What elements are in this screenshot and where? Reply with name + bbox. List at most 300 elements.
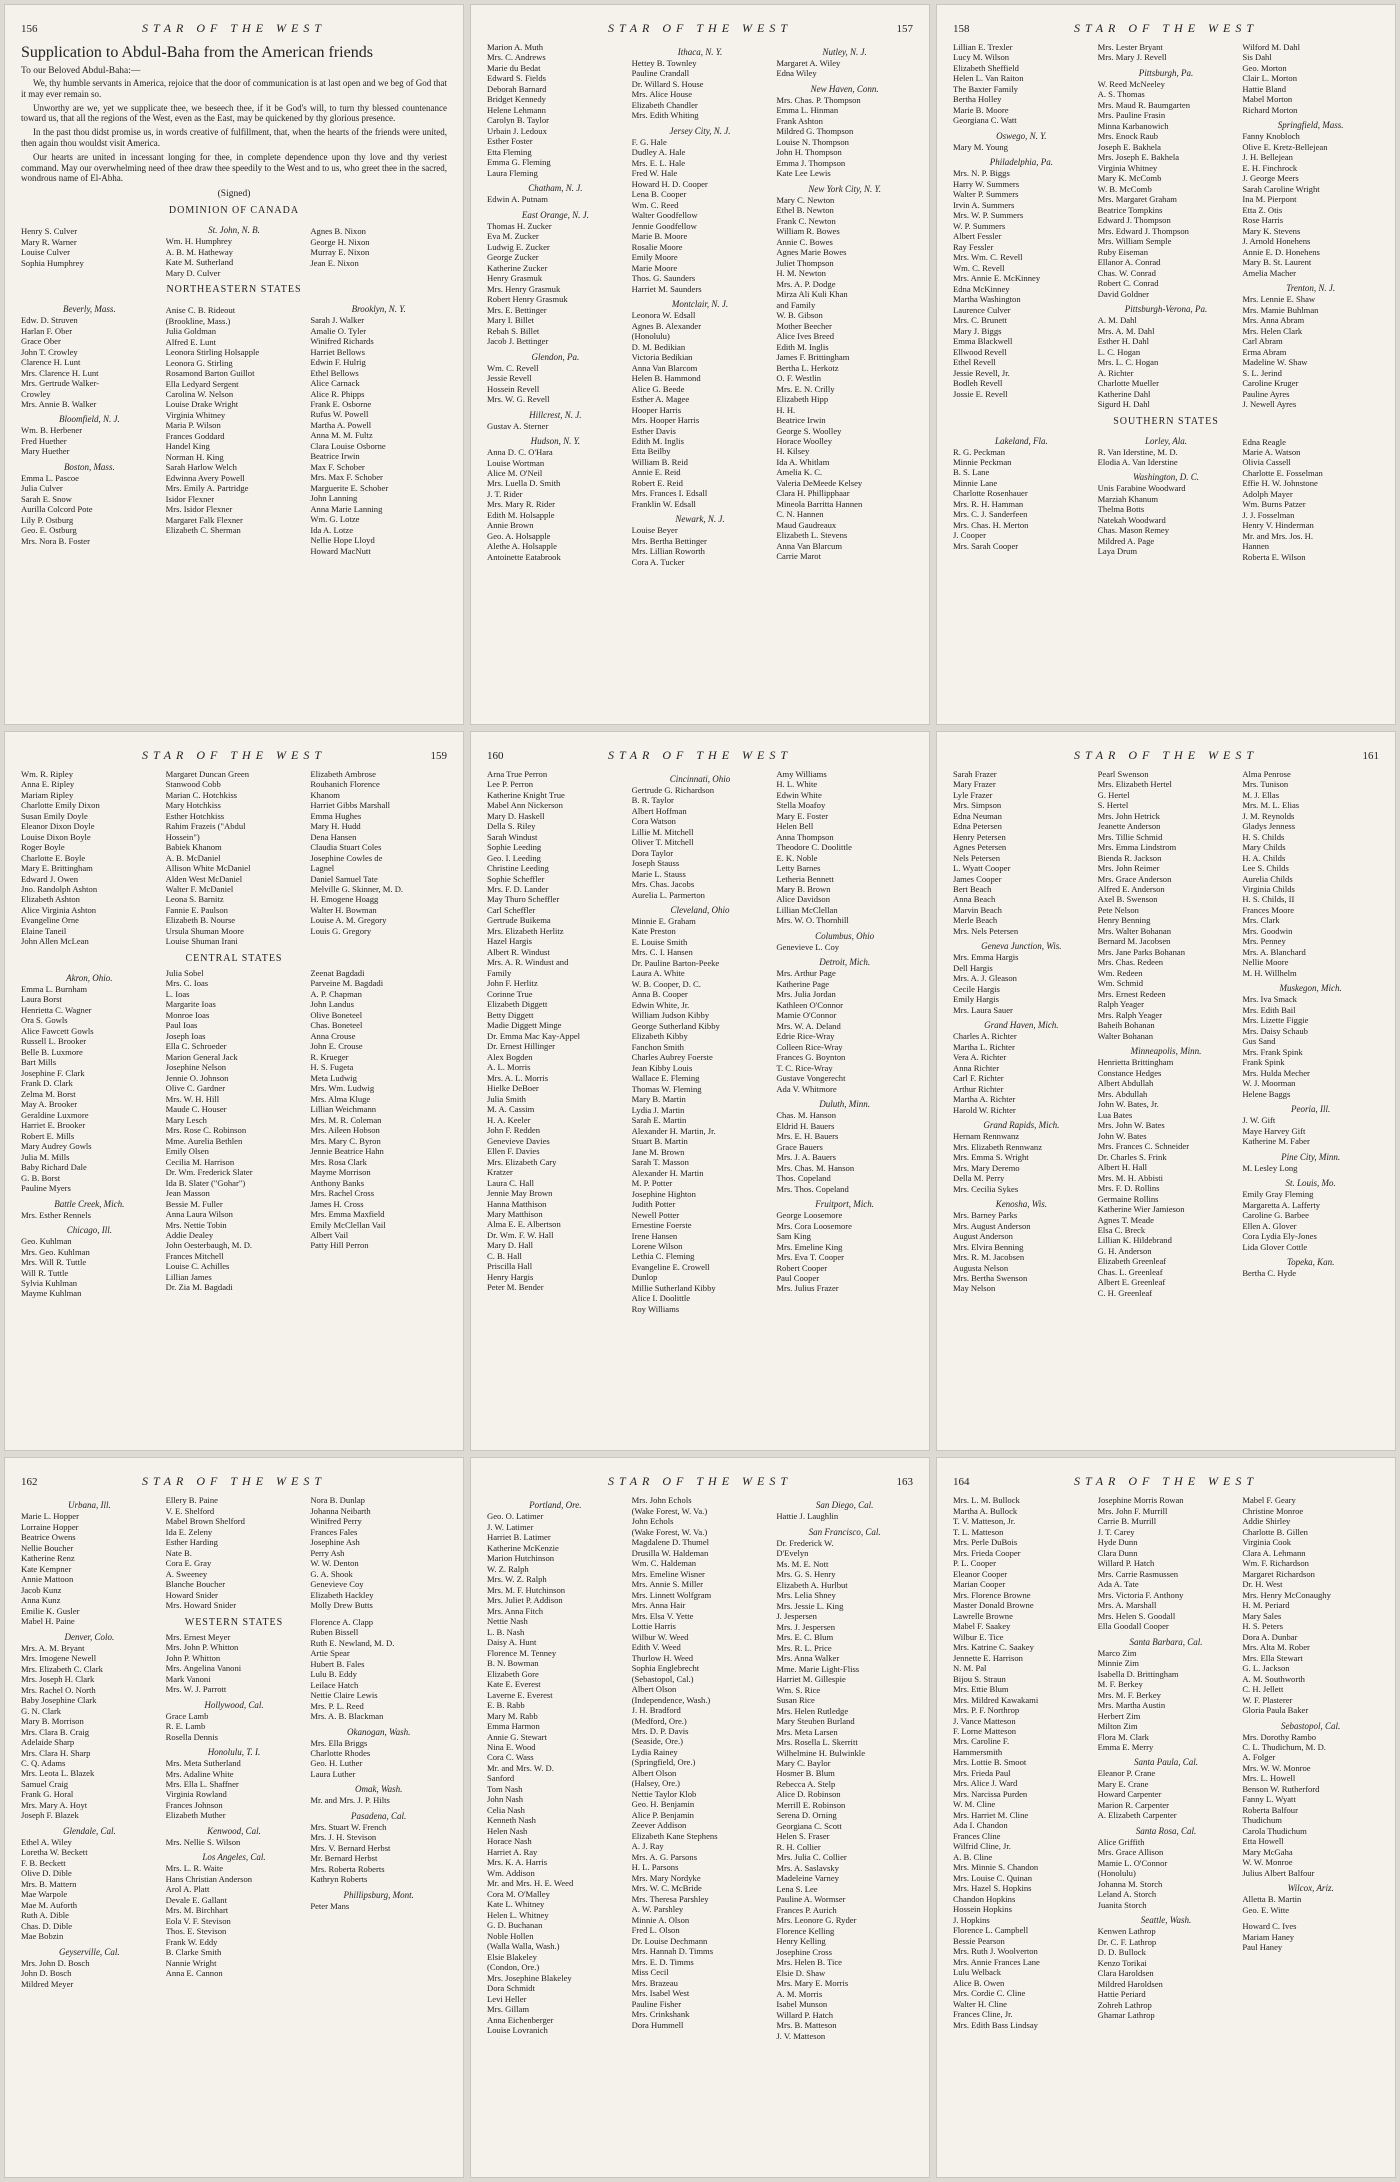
- member-name: Clara A. Lehmann: [1242, 1547, 1306, 1558]
- member-name: Mrs. Chas. Jacobs: [631, 879, 695, 890]
- name-column: [310, 968, 447, 1299]
- member-name: Merle Beach: [953, 915, 998, 926]
- name-column: [487, 769, 624, 1315]
- member-name: Frank Ashton: [776, 115, 823, 126]
- name-column: [632, 769, 769, 1315]
- member-name: Ellanor A. Conrad: [1097, 257, 1161, 268]
- member-name: Anthony Banks: [310, 1177, 365, 1188]
- member-name: Mrs. A. B. Blackman: [310, 1711, 384, 1722]
- member-name: Mrs. Ettie Blum: [953, 1684, 1009, 1695]
- member-name: A. J. Ray: [631, 1841, 664, 1852]
- member-name: Dora Hummell: [631, 2019, 684, 2030]
- location-heading: Topeka, Kan.: [1286, 1257, 1335, 1268]
- member-name: Mrs. Josephine Blakeley: [487, 1972, 572, 1983]
- member-name: Fred Huether: [21, 435, 67, 446]
- member-name: Mariam Haney: [1242, 1931, 1295, 1942]
- member-name: Jennie Beatrice Hahn: [310, 1146, 384, 1157]
- member-name: Mrs. Mildred Kawakami: [953, 1694, 1039, 1705]
- member-name: Florence A. Clapp: [310, 1616, 374, 1627]
- page-header: [953, 748, 1379, 763]
- name-column: [953, 431, 1090, 563]
- member-name: Amelia Macher: [1242, 267, 1297, 278]
- member-name: Mrs. Luella D. Smith: [487, 478, 561, 489]
- page-number: 159: [430, 749, 447, 762]
- member-name: Josephine Cross: [776, 1946, 832, 1957]
- member-name: Mrs. Frieda Paul: [953, 1767, 1011, 1778]
- member-name: Mrs. Tunison: [1242, 779, 1289, 790]
- member-name: Thos. G. Saunders: [631, 273, 696, 284]
- member-name: Joseph F. Blazek: [21, 1810, 79, 1821]
- member-name: Mrs. G. S. Henry: [776, 1569, 836, 1580]
- member-name: Mrs. Annie S. Miller: [631, 1579, 704, 1590]
- member-name: Flora M. Clark: [1097, 1731, 1149, 1742]
- member-name: Mary Hotchkiss: [165, 800, 221, 811]
- member-name: Mrs. Rosa Clark: [310, 1156, 367, 1167]
- member-name: Mrs. Alma Kluge: [310, 1093, 371, 1104]
- member-name: Harriet E. Brooker: [21, 1120, 86, 1131]
- member-name: Mrs. J. Jespersen: [776, 1621, 836, 1632]
- member-name: (Wake Forest, W. Va.): [631, 1505, 708, 1516]
- member-name: W. J. Moorman: [1242, 1078, 1296, 1089]
- member-name: Alethe A. Holsapple: [487, 541, 557, 552]
- member-name: Frank E. Osborne: [310, 398, 372, 409]
- member-name: Mrs. Julia Jordan: [776, 989, 836, 1000]
- name-column: [1098, 431, 1235, 563]
- location-heading: Lakeland, Fla.: [994, 435, 1048, 446]
- member-name: Mrs. A. R. Windust and: [487, 957, 569, 968]
- member-name: Mrs. Edward J. Thompson: [1097, 225, 1189, 236]
- member-name: Mrs. Elizabeth Rennwanz: [953, 1141, 1043, 1152]
- member-name: Wm. G. Lotze: [310, 514, 360, 525]
- member-name: Martha Washington: [953, 294, 1021, 305]
- member-name: Mrs. Stuart W. French: [310, 1821, 387, 1832]
- member-name: Isabella D. Brittingham: [1097, 1668, 1179, 1679]
- member-name: Mrs. Helen Rutledge: [776, 1705, 849, 1716]
- member-name: Irene Hansen: [631, 1230, 678, 1241]
- location-heading: Fruitport, Mich.: [815, 1199, 875, 1210]
- member-name: Howard MacNutt: [310, 545, 371, 556]
- member-name: Mrs. V. Bernard Herbst: [310, 1842, 391, 1853]
- member-name: Lorraine Hopper: [21, 1521, 79, 1532]
- name-columns: [21, 769, 447, 947]
- member-name: Mrs. Wm. Ludwig: [310, 1083, 375, 1094]
- member-name: Mrs. Grace Allison: [1097, 1847, 1164, 1858]
- member-name: Mrs. Victoria F. Anthony: [1097, 1589, 1184, 1600]
- member-name: Devale E. Gallant: [165, 1894, 227, 1905]
- member-name: Florence M. Tenney: [487, 1647, 557, 1658]
- member-name: Dr. Emma Mac Kay-Appel: [487, 1030, 581, 1041]
- member-name: Albert R. Windust: [487, 946, 550, 957]
- member-name: Dena Hansen: [310, 831, 357, 842]
- member-name: J. Hopkins: [953, 1914, 990, 1925]
- member-name: Alice Ives Breed: [776, 331, 835, 342]
- member-name: Charlotte Rosenhauer: [953, 488, 1028, 499]
- member-name: Chas. W. Conrad: [1097, 267, 1156, 278]
- member-name: Marion Hutchinson: [487, 1553, 555, 1564]
- member-name: Alfred E. Anderson: [1097, 883, 1165, 894]
- member-name: Blanche Boucher: [165, 1579, 226, 1590]
- member-name: Madie Diggett Minge: [487, 1020, 562, 1031]
- member-name: Newell Potter: [631, 1209, 680, 1220]
- masthead-title: STAR OF THE WEST: [1073, 21, 1259, 35]
- member-name: Corinne True: [487, 988, 533, 999]
- member-name: Elizabeth L. Stevens: [776, 530, 848, 541]
- member-name: Hannen: [1242, 541, 1270, 552]
- member-name: Max F. Schober: [310, 461, 365, 472]
- name-column: [487, 42, 624, 567]
- member-name: Juanita Storch: [1097, 1899, 1147, 1910]
- member-name: Amy Williams: [776, 768, 827, 779]
- member-name: J. H. Bradford: [631, 1705, 681, 1716]
- member-name: A. W. Parshley: [631, 1904, 684, 1915]
- member-name: Mrs. Louise C. Quinan: [953, 1872, 1033, 1883]
- member-name: Marie L. Hopper: [21, 1511, 79, 1522]
- member-name: Mrs. Anna Walker: [776, 1653, 840, 1664]
- member-name: Marion A. Muth: [487, 42, 544, 52]
- member-name: Mildred G. Thompson: [776, 126, 854, 137]
- member-name: Mary Childs: [1242, 842, 1286, 853]
- member-name: Kate Lee Lewis: [776, 168, 831, 179]
- member-name: Mrs. Helen S. Goodall: [1097, 1610, 1176, 1621]
- location-heading: Wilcox, Ariz.: [1287, 1883, 1334, 1894]
- region-heading: WESTERN STATES: [184, 1616, 284, 1628]
- member-name: W. F. Plasterer: [1242, 1694, 1293, 1705]
- member-name: Lyle Frazer: [953, 789, 993, 800]
- member-name: Mrs. Arthur Page: [776, 968, 836, 979]
- member-name: Dora Taylor: [631, 847, 674, 858]
- member-name: Mrs. Goodwin: [1242, 925, 1293, 936]
- member-name: Evangeline Orne: [21, 915, 79, 926]
- member-name: Maud Gaudreaux: [776, 519, 837, 530]
- member-name: Eola V. F. Stevison: [165, 1915, 231, 1926]
- member-name: Mrs. Ernest Meyer: [165, 1631, 231, 1642]
- member-name: Agnes B. Nixon: [310, 226, 366, 237]
- member-name: Eldrid H. Bauers: [776, 1120, 835, 1131]
- member-name: Clara Haroldsen: [1097, 1968, 1154, 1979]
- member-name: Mrs. Cecilia Sykes: [953, 1183, 1019, 1194]
- member-name: W. M. Cline: [953, 1799, 996, 1810]
- page-header: [487, 748, 913, 763]
- member-name: Lawrelle Browne: [953, 1610, 1013, 1621]
- location-heading: Boston, Mass.: [63, 461, 115, 472]
- member-name: Mayme Kuhlman: [21, 1288, 82, 1299]
- member-name: Edward S. Fields: [487, 73, 546, 84]
- member-name: Artie Spear: [310, 1648, 350, 1659]
- member-name: Mrs. W. J. Parrott: [165, 1684, 227, 1695]
- member-name: Ruth E. Newland, M. D.: [310, 1637, 395, 1648]
- member-name: Ralph Yeager: [1097, 999, 1144, 1010]
- location-heading: Trenton, N. J.: [1286, 283, 1336, 294]
- member-name: Marian Cooper: [953, 1579, 1006, 1590]
- member-name: Fred W. Hale: [631, 168, 678, 179]
- member-name: John Lanning: [310, 493, 358, 504]
- member-name: Jane M. Brown: [631, 1146, 685, 1157]
- member-name: Charlotte Rhodes: [310, 1747, 371, 1758]
- member-name: Mrs. P. F. Northrop: [953, 1705, 1020, 1716]
- member-name: Thos. E. Stevison: [165, 1926, 227, 1937]
- member-name: Anise C. B. Rideout: [165, 305, 236, 316]
- member-name: W. B. McComb: [1097, 183, 1152, 194]
- member-name: Edwin White, Jr.: [631, 999, 690, 1010]
- member-name: Kenneth Nash: [487, 1815, 536, 1826]
- member-name: Fred L. Olson: [631, 1925, 680, 1936]
- member-name: Mrs. M. R. Coleman: [310, 1114, 382, 1125]
- member-name: Marvin Beach: [953, 904, 1002, 915]
- member-name: Mamie O'Connor: [776, 1010, 837, 1021]
- member-name: Frances P. Aurich: [776, 1904, 837, 1915]
- name-column: [166, 769, 303, 947]
- member-name: Dell Hargis: [953, 962, 993, 973]
- name-column: [1242, 431, 1379, 563]
- member-name: Bodleh Revell: [953, 378, 1003, 389]
- member-name: Julius Albert Balfour: [1242, 1867, 1315, 1878]
- member-name: Kenwen Lathrop: [1097, 1926, 1156, 1937]
- member-name: Alice G. Beede: [631, 383, 685, 394]
- member-name: Family: [487, 967, 512, 978]
- member-name: Adolph Mayer: [1242, 488, 1293, 499]
- member-name: J. Jespersen: [776, 1611, 817, 1622]
- member-name: Mrs. Joseph H. Clark: [21, 1674, 95, 1685]
- member-name: Virginia Childs: [1242, 883, 1295, 894]
- member-name: Wilford M. Dahl: [1242, 42, 1300, 52]
- member-name: Hattie Bland: [1242, 83, 1287, 94]
- member-name: Ida B. Slater ("Gohar"): [165, 1177, 246, 1188]
- member-name: O. F. Westlin: [776, 373, 822, 384]
- name-columns: [487, 1495, 913, 2041]
- member-name: Elizabeth Ashton: [21, 894, 80, 905]
- masthead-title: STAR OF THE WEST: [1073, 1474, 1259, 1489]
- name-column: [310, 299, 447, 556]
- member-name: G. A. Shook: [310, 1568, 353, 1579]
- member-name: Edwin F. Hulrig: [310, 357, 366, 368]
- member-name: Rose Harris: [1242, 215, 1284, 226]
- member-name: Kathleen O'Connor: [776, 999, 844, 1010]
- member-name: Richard Morton: [1242, 104, 1298, 115]
- member-name: John W. Bates, Jr.: [1097, 1099, 1159, 1110]
- member-name: D. M. Bedikian: [631, 341, 686, 352]
- location-heading: Beverly, Mass.: [62, 304, 116, 315]
- member-name: Ida E. Zeleny: [165, 1526, 213, 1537]
- member-name: Meta Ludwig: [310, 1072, 357, 1083]
- member-name: Mrs. W. P. Summers: [953, 210, 1024, 221]
- member-name: Alice R. Phipps: [310, 388, 365, 399]
- member-name: Harriet B. Latimer: [487, 1532, 551, 1543]
- member-name: Mrs. E. D. Timms: [631, 1956, 694, 1967]
- member-name: Annie E. Reid: [631, 467, 681, 478]
- member-name: Emma Blackwell: [953, 336, 1013, 347]
- member-name: Arna True Perron: [487, 768, 548, 779]
- member-name: Ada V. Whitmore: [776, 1083, 837, 1094]
- member-name: Mrs. C. Brunett: [953, 315, 1007, 326]
- member-name: Marco Zim: [1097, 1647, 1137, 1658]
- member-name: Emily Olsen: [165, 1146, 209, 1157]
- member-name: Annie C. Bowes: [776, 236, 833, 247]
- member-name: Ada I. Chandon: [953, 1820, 1008, 1831]
- member-name: (Brookline, Mass.): [165, 315, 231, 326]
- member-name: Mary I. Billet: [487, 315, 535, 326]
- member-name: Mrs. Mary A. Hoyt: [21, 1799, 88, 1810]
- member-name: Anna D. C. O'Hara: [487, 447, 553, 458]
- member-name: Millie Sutherland Kibby: [631, 1282, 716, 1293]
- member-name: Elizabeth Hipp: [776, 394, 829, 405]
- member-name: Sis Dahl: [1242, 52, 1272, 63]
- member-name: (Sebastopol, Cal.): [631, 1673, 694, 1684]
- member-name: Hosmer B. Blum: [776, 1768, 835, 1779]
- member-name: Effie H. W. Johnstone: [1242, 478, 1318, 489]
- member-name: Minna Karbanowich: [1097, 120, 1169, 131]
- member-name: Stuart B. Martin: [631, 1136, 688, 1147]
- member-name: Mrs. Meta Larsen: [776, 1726, 838, 1737]
- member-name: Judith Potter: [631, 1199, 676, 1210]
- member-name: Ernestine Foerste: [631, 1220, 692, 1231]
- member-name: Juliet Thompson: [776, 257, 834, 268]
- member-name: Louise C. Achilles: [165, 1261, 230, 1272]
- member-name: Mrs. Isidor Flexner: [165, 504, 233, 515]
- member-name: Mrs. Hannah D. Timms: [631, 1946, 714, 1957]
- member-name: Josephine Highton: [631, 1188, 696, 1199]
- member-name: Melville G. Skinner, M. D.: [310, 883, 404, 894]
- member-name: Mayme Morrison: [310, 1167, 371, 1178]
- member-name: Emma L. Burnham: [21, 983, 88, 994]
- member-name: R. Van Iderstine, M. D.: [1097, 446, 1178, 457]
- member-name: George Sutherland Kibby: [631, 1020, 720, 1031]
- member-name: Mrs. Ernest Redeen: [1097, 988, 1166, 999]
- member-name: Daisy A. Hunt: [487, 1637, 537, 1648]
- member-name: Magdalene D. Thumel: [631, 1537, 710, 1548]
- location-heading: Ithaca, N. Y.: [677, 47, 723, 57]
- member-name: Parveine M. Bagdadi: [310, 978, 384, 989]
- member-name: Mrs. Lizette Figgie: [1242, 1015, 1309, 1026]
- member-name: Robert C. Conrad: [1097, 278, 1159, 289]
- location-heading: Grand Haven, Mich.: [984, 1020, 1059, 1031]
- member-name: Mrs. P. L. Reed: [310, 1700, 364, 1711]
- location-heading: Chicago, Ill.: [66, 1225, 112, 1236]
- member-name: Mrs. Ella L. Shaffner: [165, 1778, 239, 1789]
- member-name: Thos. Copeland: [776, 1173, 831, 1184]
- member-name: Mineola Barritta Hannen: [776, 498, 863, 509]
- member-name: Mrs. Mary Deremo: [953, 1162, 1020, 1173]
- member-name: Mrs. Anna Abram: [1242, 315, 1305, 326]
- member-name: Cora A. Tucker: [631, 556, 685, 567]
- location-heading: Chatham, N. J.: [528, 183, 583, 194]
- member-name: Evangeline E. Crowell: [631, 1261, 710, 1272]
- member-name: Hossein Revell: [487, 383, 540, 394]
- member-name: Geo. Kuhlman: [21, 1236, 72, 1247]
- member-name: C. Q. Adams: [21, 1757, 66, 1768]
- member-name: Victoria Bedikian: [631, 352, 693, 363]
- member-name: H. S. Fugeta: [310, 1062, 354, 1073]
- member-name: Rebah S. Billet: [487, 325, 540, 336]
- member-name: Monroe Ioas: [165, 1009, 210, 1020]
- member-name: Edith M. Inglis: [776, 341, 829, 352]
- member-name: Mrs. A. M. Dahl: [1097, 325, 1155, 336]
- member-name: Mrs. Laura Sauer: [953, 1004, 1013, 1015]
- member-name: M. F. Berkey: [1097, 1679, 1143, 1690]
- member-name: Mildred Meyer: [21, 1978, 74, 1989]
- member-name: Edna Petersen: [953, 821, 1002, 832]
- member-name: Rosella Dennis: [165, 1731, 218, 1742]
- member-name: Leona S. Barnitz: [165, 894, 224, 905]
- member-name: Mrs. Brazeau: [631, 1977, 678, 1988]
- member-name: Katherine Wier Jamieson: [1097, 1204, 1185, 1215]
- member-name: Mrs. Leonore G. Ryder: [776, 1915, 857, 1926]
- member-name: Wm. Redeen: [1097, 967, 1143, 978]
- member-name: Mrs. Rachel Cross: [310, 1188, 375, 1199]
- member-name: Chas. Boneteel: [310, 1020, 363, 1031]
- member-name: Wallace E. Fleming: [631, 1073, 700, 1084]
- member-name: Mrs. Gertrude Walker-: [21, 378, 99, 389]
- member-name: Clara Dunn: [1097, 1547, 1138, 1558]
- location-heading: San Francisco, Cal.: [808, 1526, 881, 1537]
- member-name: Patty Hill Perron: [310, 1240, 369, 1251]
- member-name: Lorene Wilson: [631, 1241, 683, 1251]
- member-name: Perry Ash: [310, 1547, 345, 1558]
- member-name: Eleanor Dixon Doyle: [21, 821, 95, 832]
- member-name: Fannie E. Paulson: [165, 904, 228, 915]
- member-name: Wm. C. Reed: [631, 199, 679, 210]
- member-name: Ethel Revell: [953, 357, 996, 368]
- member-name: Kate L. Whitney: [487, 1899, 545, 1910]
- member-name: Sarah J. Walker: [310, 315, 365, 326]
- member-name: Harriet Gibbs Marshall: [310, 800, 391, 811]
- member-name: Geo. E. Ostburg: [21, 525, 77, 536]
- member-name: Zeenat Bagdadi: [310, 967, 365, 978]
- member-name: Mrs. E. C. Blum: [776, 1632, 834, 1643]
- member-name: Murray E. Nixon: [310, 247, 370, 258]
- member-name: Margaret Falk Flexner: [165, 514, 243, 525]
- member-name: Anna Van Blarcom: [631, 362, 698, 373]
- location-heading: Jersey City, N. J.: [669, 125, 731, 136]
- member-name: Eva M. Zucker: [487, 231, 539, 242]
- member-name: Harriet A. Ray: [487, 1846, 538, 1857]
- member-name: Jossie E. Revell: [953, 388, 1008, 399]
- member-name: Mrs. Imogene Newell: [21, 1653, 97, 1664]
- member-name: William Judson Kibby: [631, 1010, 710, 1021]
- member-name: Alfred E. Lunt: [165, 336, 217, 347]
- member-name: Mrs. Gillam: [487, 2004, 530, 2015]
- member-name: Edith M. Inglis: [631, 435, 684, 446]
- member-name: Mrs. M. H. Abbisti: [1097, 1172, 1164, 1183]
- member-name: Virginia Whitney: [165, 409, 226, 420]
- member-name: Alex Bogden: [487, 1051, 533, 1062]
- member-name: Mrs. Annie E. McKinney: [953, 273, 1041, 284]
- location-heading: Kenosha, Wis.: [995, 1199, 1047, 1210]
- member-name: Mary E. Brittingham: [21, 863, 93, 874]
- page-number: 162: [21, 1476, 38, 1489]
- member-name: Mrs. Lelia Shney: [776, 1590, 836, 1601]
- member-name: Mary M. Young: [953, 141, 1008, 152]
- member-name: Wilhelmine H. Bulwinkle: [776, 1747, 866, 1758]
- member-name: Mrs. Chas. H. Merton: [953, 519, 1029, 530]
- member-name: Mrs. Daisy Schaub: [1242, 1025, 1308, 1036]
- member-name: Mary K. McComb: [1097, 173, 1162, 184]
- member-name: Martha A. Richter: [953, 1094, 1016, 1105]
- member-name: Amelia K. C.: [776, 467, 823, 478]
- member-name: Alice B. Owen: [953, 1977, 1005, 1988]
- location-heading: Santa Paula, Cal.: [1133, 1757, 1198, 1768]
- member-name: Mrs. F. D. Lander: [487, 883, 549, 894]
- member-name: Laurence Culver: [953, 304, 1011, 315]
- member-name: Handel King: [165, 441, 210, 452]
- member-name: William B. Reid: [631, 456, 688, 467]
- member-name: Marie du Bedat: [487, 62, 541, 73]
- member-name: Mary B. Morrison: [21, 1716, 84, 1727]
- member-name: Zohreh Lathrop: [1097, 1999, 1152, 2010]
- member-name: Mrs. Mamie Buhlman: [1242, 304, 1319, 315]
- member-name: Mrs. Enock Raub: [1097, 131, 1159, 142]
- member-name: L. Ioas: [165, 988, 190, 999]
- location-heading: San Diego, Cal.: [815, 1500, 874, 1511]
